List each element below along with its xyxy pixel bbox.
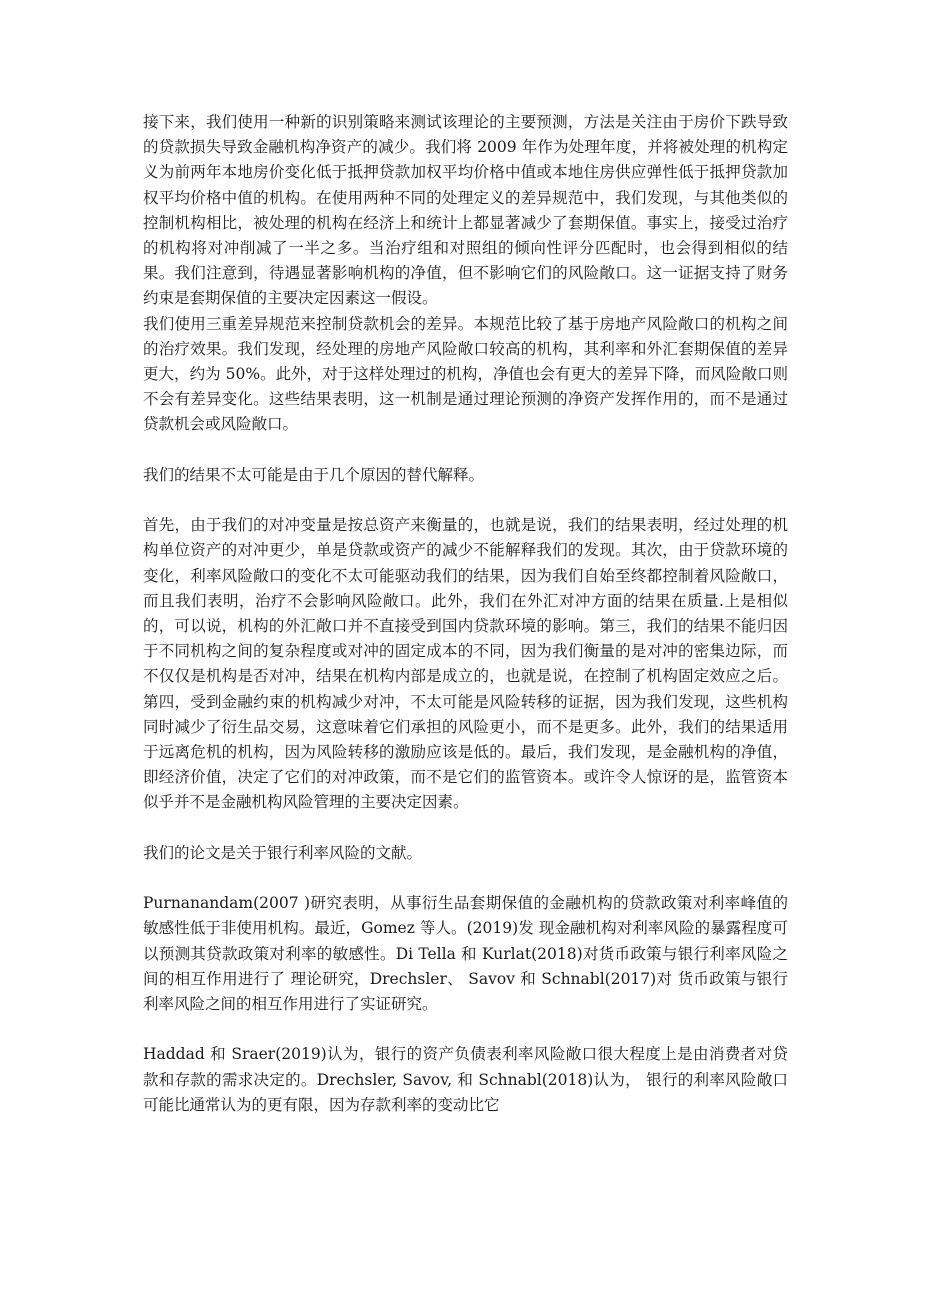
paragraph-literature-derivatives: Purnanandam(2007 )研究表明，从事衍生品套期保值的金融机构的贷款政策对利率峰值的敏感性低于非使用机构。最近，Gomez 等人。(2019)发 现金融机构对利率风险的暴露程度可以预测其贷款政策对利率的敏感性。Di Tella 和 Kurlat(2018)对货币政策与银行利率风险之间的相互作用进行了 理论研究，Drechsler、 Savov 和 Schnabl(2017)对 货币政策与银行利率风险之间的相互作用进行了实证研究。 xyxy=(143,894,788,1014)
paragraph-alternative-explanations: 我们的结果不太可能是由于几个原因的替代解释。 xyxy=(143,465,485,484)
paragraph-robustness-reasons: 首先，由于我们的对冲变量是按总资产来衡量的，也就是说，我们的结果表明，经过处理的机构单位资产的对冲更少，单是贷款或资产的减少不能解释我们的发现。其次，由于贷款环境的变化，利率风险敞口的变化不太可能驱动我们的结果，因为我们自始至终都控制着风险敞口，而且我们表明，治疗不会影响风险敞口。此外，我们在外汇对冲方面的结果在质量.上是相似的，可以说，机构的外汇敞口并不直接受到国内贷款环境的影响。第三，我们的结果不能归因于不同机构之间的复杂程度或对冲的固定成本的不同，因为我们衡量的是对冲的密集边际，而不仅仅是机构是否对冲，结果在机构内部是成立的，也就是说，在控制了机构固定效应之后。第四，受到金融约束的机构减少对冲，不太可能是风险转移的证据，因为我们发现，这些机构同时减少了衍生品交易，这意味着它们承担的风险更小，而不是更多。此外，我们的结果适用于远离危机的机构，因为风险转移的激励应该是低的。最后，我们发现，是金融机构的净值，即经济价值，决定了它们的对冲政策，而不是它们的监管资本。或许令人惊讶的是，监管资本似乎并不是金融机构风险管理的主要决定因素。 xyxy=(143,516,788,812)
document-body xyxy=(143,110,788,1118)
paragraph-literature-deposits: Haddad 和 Sraer(2019)认为，银行的资产负债表利率风险敞口很大程度上是由消费者对贷款和存款的需求决定的。Drechsler, Savov, 和 Schnabl(2018)认为， 银行的利率风险敞口可能比通常认为的更有限，因为存款利率的变动比它 xyxy=(143,1045,788,1114)
paragraph-triple-difference: 我们使用三重差异规范来控制贷款机会的差异。本规范比较了基于房地产风险敞口的机构之间的治疗效果。我们发现，经处理的房地产风险敞口较高的机构，其利率和外汇套期保值的差异更大，约为 50%。此外，对于这样处理过的机构，净值也会有更大的差异下降，而风险敞口则不会有差异变化。这些结果表明，这一机制是通过理论预测的净资产发挥作用的，而不是通过贷款机会或风险敞口。 xyxy=(143,314,788,434)
paragraph-literature-intro: 我们的论文是关于银行利率风险的文献。 xyxy=(143,843,423,862)
paragraph-identification-strategy: 接下来，我们使用一种新的识别策略来测试该理论的主要预测，方法是关注由于房价下跌导致的贷款损失导致金融机构净资产的减少。我们将 2009 年作为处理年度，并将被处理的机构定义为前两年本地房价变化低于抵押贷款加权平均价格中值或本地住房供应弹性低于抵押贷款加权平均价格中值的机构。在使用两种不同的处理定义的差异规范中，我们发现，与其他类似的控制机构相比，被处理的机构在经济上和统计上都显著减少了套期保值。事实上，接受过治疗的机构将对冲削减了一半之多。当治疗组和对照组的倾向性评分匹配时，也会得到相似的结果。我们注意到，待遇显著影响机构的净值，但不影响它们的风险敞口。这一证据支持了财务约束是套期保值的主要决定因素这一假设。 xyxy=(143,113,788,308)
